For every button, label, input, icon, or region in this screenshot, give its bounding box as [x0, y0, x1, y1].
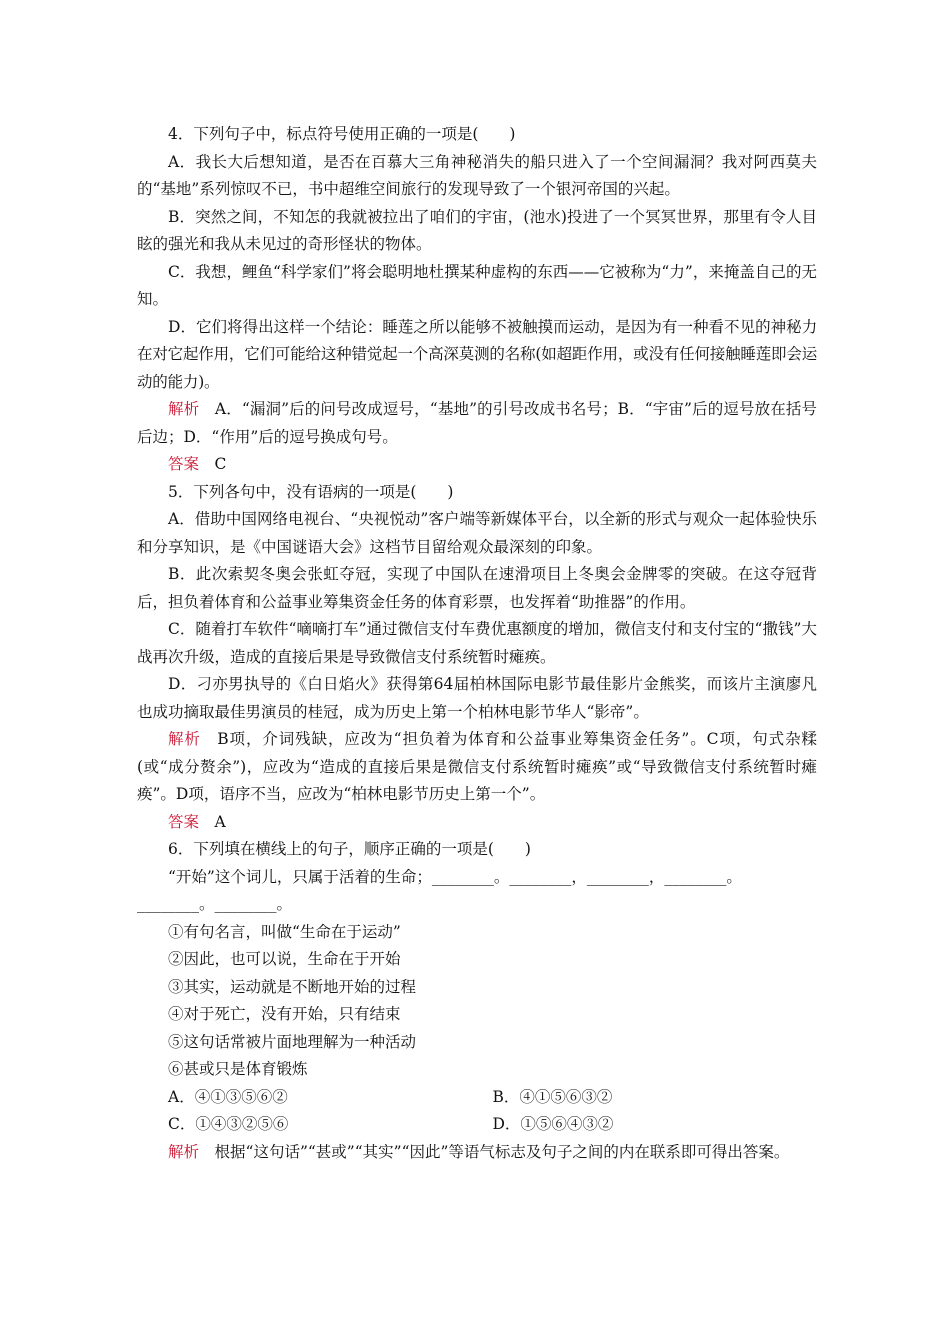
question-4-option-a: A．我长大后想知道，是否在百慕大三角神秘消失的船只进入了一个空间漏洞？我对阿西莫夫的“基地”系列惊叹不已，书中超维空间旅行的发现导致了一个银河帝国的兴起。: [137, 152, 817, 198]
analysis-label: 解析: [168, 400, 200, 418]
question-4-answer: [137, 451, 817, 479]
question-6-stem: 6．下列填在横线上的句子，顺序正确的一项是( ): [168, 840, 531, 858]
answer-label: 答案: [168, 455, 200, 473]
document-content: [137, 121, 817, 1166]
question-6-choice-b: B．④①⑤⑥③②: [492, 1087, 613, 1106]
question-6-choice-a: A．④①③⑤⑥②: [168, 1087, 288, 1106]
question-4-analysis: [137, 396, 817, 451]
analysis-text: A．“漏洞”后的问号改成逗号，“基地”的引号改成书名号；B．“宇宙”后的逗号放在括号后边；D．“作用”后的逗号换成句号。: [137, 400, 817, 446]
question-4-stem: 4．下列句子中，标点符号使用正确的一项是( ): [168, 125, 516, 143]
question-6-item-5: ⑤这句话常被片面地理解为一种活动: [168, 1032, 417, 1051]
question-6-choice-d: D．①⑤⑥④③②: [492, 1115, 614, 1133]
analysis-text: 根据“这句话”“甚或”“其实”“因此”等语气标志及句子之间的内在联系即可得出答案。: [214, 1142, 790, 1161]
analysis-text: B项，介词残缺，应改为“担负着为体育和公益事业筹集资金任务”。C项，句式杂糅(或“成分赘余”)，应改为“造成的直接后果是微信支付系统暂时瘫痪”或“导致微信支付系统暂时瘫痪”。D项，语序不当，应改为“柏林电影节历史上第一个”。: [137, 730, 817, 803]
question-5-option-d: D．刁亦男执导的《白日焰火》获得第64届柏林国际电影节最佳影片金熊奖，而该片主演廖凡也成功摘取最佳男演员的桂冠，成为历史上第一个柏林电影节华人“影帝”。: [137, 675, 817, 721]
question-4-option-d: D．它们将得出这样一个结论：睡莲之所以能够不被触摸而运动，是因为有一种看不见的神秘力在对它起作用，它们可能给这种错觉起一个高深莫测的名称(如超距作用，或没有任何接触睡莲即会运动的能力)。: [137, 317, 817, 391]
question-4-option-c: C．我想，鲤鱼“科学家们”将会聪明地杜撰某种虚构的东西——它被称为“力”，来掩盖自己的无知。: [137, 262, 817, 308]
question-6-choices: [137, 1084, 817, 1139]
question-6-blank-line-2: ________。________。: [137, 895, 293, 913]
question-6-blank-line-1: “开始”这个词儿，只属于活着的生命；________。________，________，________。: [168, 867, 742, 886]
question-5-option-c: C．随着打车软件“嘀嘀打车”通过微信支付车费优惠额度的增加，微信支付和支付宝的“撒钱”大战再次升级，造成的直接后果是导致微信支付系统暂时瘫痪。: [137, 620, 817, 666]
question-5-option-a: A．借助中国网络电视台、“央视悦动”客户端等新媒体平台，以全新的形式与观众一起体验快乐和分享知识，是《中国谜语大会》这档节目留给观众最深刻的印象。: [137, 510, 817, 556]
question-5-stem: 5．下列各句中，没有语病的一项是( ): [168, 482, 454, 501]
question-5-option-b: B．此次索契冬奥会张虹夺冠，实现了中国队在速滑项目上冬奥会金牌零的突破。在这夺冠背后，担负着体育和公益事业筹集资金任务的体育彩票，也发挥着“助推器”的作用。: [137, 565, 817, 611]
question-6-choice-c: C．①④③②⑤⑥: [168, 1115, 289, 1133]
question-4-option-b: B．突然之间，不知怎的我就被拉出了咱们的宇宙，(池水)投进了一个冥冥世界，那里有令人目眩的强光和我从未见过的奇形怪状的物体。: [137, 207, 817, 253]
analysis-label: 解析: [168, 1142, 200, 1161]
question-6-analysis: [137, 1139, 817, 1167]
question-6-item-4: ④对于死亡，没有开始，只有结束: [168, 1005, 401, 1023]
analysis-label: 解析: [168, 730, 201, 748]
answer-value: C: [214, 455, 227, 473]
question-6-item-3: ③其实，运动就是不断地开始的过程: [168, 977, 417, 996]
question-6-item-2: ②因此，也可以说，生命在于开始: [168, 950, 401, 968]
question-5-answer: [137, 809, 817, 837]
answer-value: A: [214, 812, 226, 831]
answer-label: 答案: [168, 812, 200, 831]
question-6-item-1: ①有句名言，叫做“生命在于运动”: [168, 922, 401, 941]
question-5-analysis: [137, 726, 817, 809]
question-6-item-6: ⑥甚或只是体育锻炼: [168, 1060, 308, 1078]
